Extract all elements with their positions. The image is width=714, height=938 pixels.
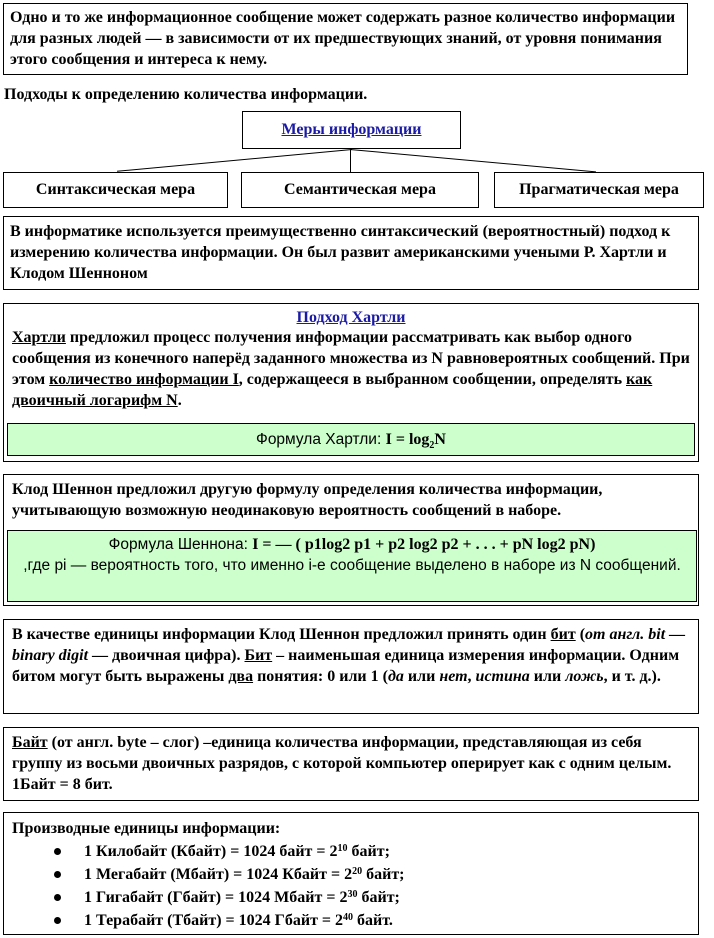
units-list-item: [84, 863, 690, 886]
hartley-formula-label: Формула Хартли:: [256, 431, 386, 448]
bit-from: от англ. bit — binary digit: [12, 626, 686, 664]
unit-tb-exp: 40: [343, 912, 354, 923]
shannon-formula-main: I = — ( p1log2 p1 + p2 log2 p2 + . . . + pN log2 pN): [252, 536, 596, 553]
shannon-formula-label: Формула Шеннона:: [108, 536, 253, 553]
bullet-icon: [54, 848, 61, 855]
unit-gb-post: байт;: [357, 889, 400, 906]
bit-t4: – наименьшая единица измерения информации. Одним битом могут быть выражены: [12, 647, 680, 685]
diagram-connector-right: [350, 149, 596, 172]
bit-word: бит: [550, 626, 576, 643]
hartley-log: как двоичный логарифм N: [12, 371, 653, 409]
bullet-icon: [54, 894, 61, 901]
bit-or2: или: [529, 668, 566, 685]
unit-mb-post: байт;: [362, 866, 405, 883]
informatics-box: [3, 216, 699, 290]
unit-kb-post: байт;: [347, 843, 390, 860]
intro-text: Одно и то же информационное сообщение может содержать разное количество информации для разных людей — в зависимости от их предшествующих знаний, от уровня понимания этого сообщения и интереса к нему.: [10, 9, 676, 68]
shannon-box: [3, 474, 699, 606]
bit-truth: истина: [475, 668, 530, 685]
bit-lie: ложь: [565, 668, 604, 685]
shannon-formula: [7, 530, 697, 602]
measures-link[interactable]: Меры информации: [281, 121, 422, 138]
units-box: [3, 812, 699, 935]
hartley-t4: .: [177, 392, 182, 409]
byte-word: Байт: [12, 734, 48, 751]
hartley-t2: равновероятных сообщений. При этом: [12, 350, 690, 388]
diagram-child-syntactic: [3, 172, 228, 208]
intro-box: [3, 3, 688, 75]
shannon-formula-note: ,где pi — вероятность того, что именно i-е сообщение выделено в наборе из N сообщений.: [23, 557, 681, 574]
unit-mb-exp: 20: [352, 866, 363, 877]
syntactic-label: Синтаксическая мера: [35, 181, 196, 198]
bit-word-2: Бит: [244, 647, 273, 664]
bit-or1: или: [403, 668, 440, 685]
unit-mb: 1 Мегабайт (Мбайт) = 1024 Кбайт = 2: [84, 866, 353, 883]
bullet-icon: [54, 917, 61, 924]
diagram-root-box: [242, 111, 461, 149]
pragmatic-label: Прагматическая мера: [519, 181, 679, 198]
shannon-text: Клод Шеннон предложил другую формулу определения количества информации, учитывающую возможную неодинаковую вероятность сообщений в наборе.: [12, 481, 603, 519]
units-list-item: [84, 909, 690, 932]
byte-box: [3, 727, 699, 801]
hartley-formula-end: N: [434, 431, 446, 448]
bit-t1: В качестве единицы информации Клод Шеннон предложил принять один: [12, 626, 551, 643]
bit-two: два: [228, 668, 254, 685]
semantic-label: Семантическая мера: [284, 181, 436, 198]
bit-no: нет: [439, 668, 468, 685]
diagram-child-pragmatic: [494, 172, 704, 208]
bit-t2: (: [575, 626, 586, 643]
diagram-connector-stem: [350, 149, 351, 172]
unit-tb-post: байт.: [353, 912, 393, 929]
hartley-text: [4, 327, 698, 411]
hartley-name: Хартли: [12, 329, 66, 346]
units-list-item: [84, 886, 690, 909]
bit-end: , и т. д.).: [603, 668, 661, 685]
units-list: [84, 840, 690, 932]
hartley-t3: , содержащееся в выбранном сообщении, определять: [238, 371, 627, 388]
units-title: Производные единицы информации:: [12, 820, 281, 837]
bit-comma: ,: [467, 668, 476, 685]
hartley-box: [3, 303, 699, 462]
unit-tb: 1 Терабайт (Тбайт) = 1024 Гбайт = 2: [84, 912, 344, 929]
hartley-formula: [7, 423, 695, 456]
bullet-icon: [54, 871, 61, 878]
hartley-n: N: [431, 350, 443, 367]
bit-yes: да: [387, 668, 404, 685]
unit-gb: 1 Гигабайт (Гбайт) = 1024 Мбайт = 2: [84, 889, 348, 906]
bit-t3: — двоичная цифра).: [88, 647, 245, 664]
hartley-formula-sub: 2: [429, 440, 435, 452]
units-list-item: [84, 840, 690, 863]
diagram-connector-left: [117, 149, 352, 172]
byte-equation: 1Байт = 8 бит.: [12, 776, 113, 793]
informatics-text: В информатике используется преимущественно синтаксический (вероятностный) подход к измерению количества информации. Он был развит американскими учеными: [10, 223, 671, 261]
unit-gb-exp: 30: [347, 889, 358, 900]
unit-kb: 1 Килобайт (Кбайт) = 1024 байт = 2: [84, 843, 338, 860]
informatics-authors: Р. Хартли и Клодом Шенноном: [10, 244, 667, 282]
bit-t5: понятия: 0 или 1 (: [253, 668, 388, 685]
diagram-child-semantic: [241, 172, 479, 208]
hartley-t1: предложил процесс получения информации рассматривать как выбор одного сообщения из конечного наперёд заданного множества из: [12, 329, 632, 367]
byte-text: (от англ. byte – слог) –единица количества информации, представляющая из себя группу из восьми двоичных разрядов, с которой компьютер оперирует как с одним целым.: [12, 734, 672, 772]
bit-box: [3, 619, 699, 714]
approaches-caption: Подходы к определению количества информации.: [4, 86, 368, 103]
hartley-title-link[interactable]: Подход Хартли: [296, 309, 406, 326]
hartley-formula-main: I = log: [385, 431, 430, 448]
hartley-amount: количество информации I: [49, 371, 239, 388]
unit-kb-exp: 10: [337, 843, 348, 854]
